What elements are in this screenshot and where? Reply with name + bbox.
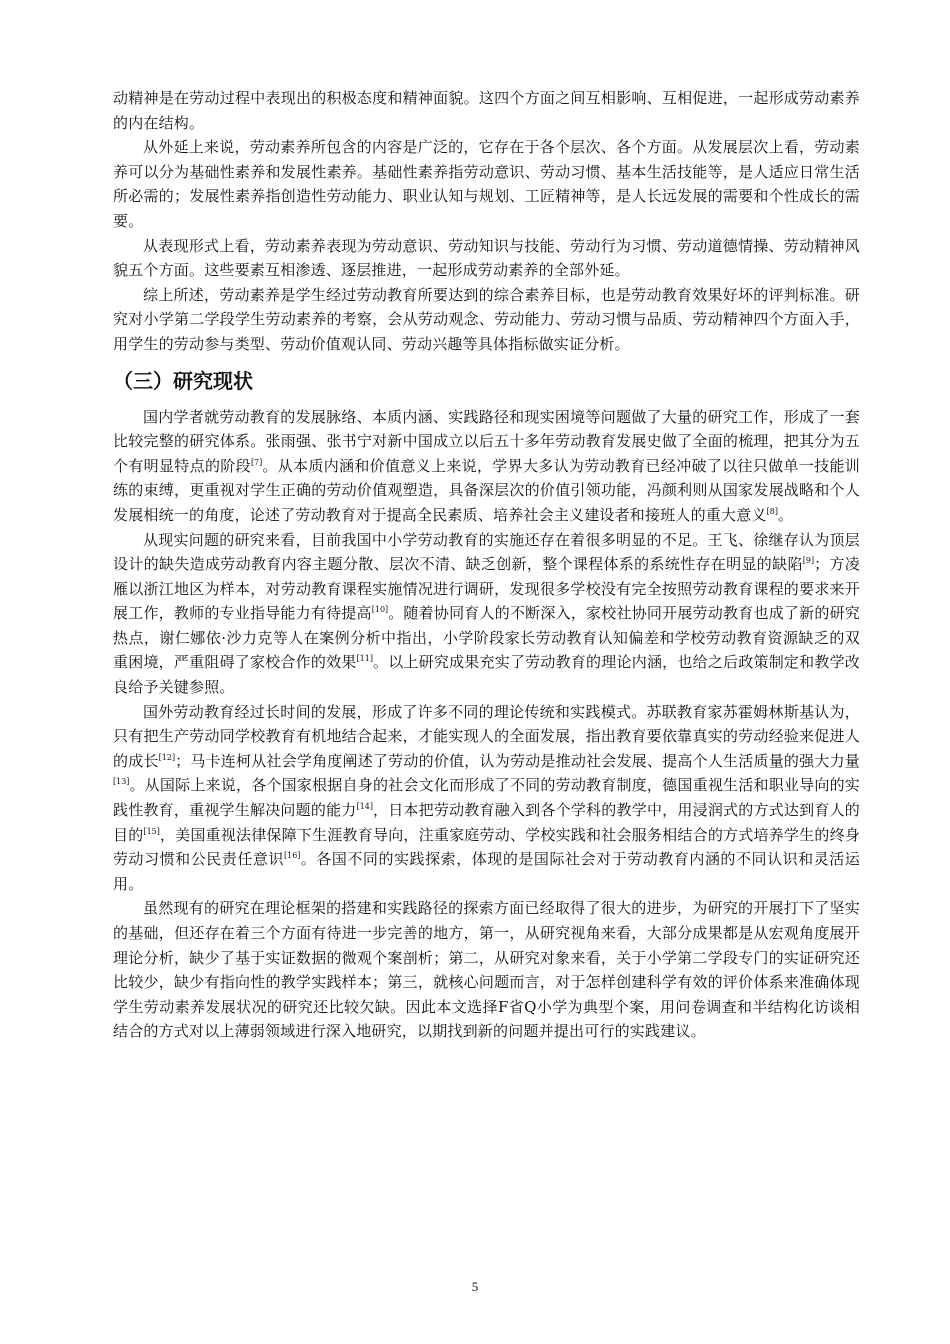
citation-ref: [13] [113,777,130,787]
citation-ref: [7] [250,457,263,467]
citation-ref: [12] [158,752,176,762]
citation-ref: [14] [356,802,373,812]
paragraph-extension: 从外延上来说，劳动素养所包含的内容是广泛的，它存在于各个层次、各个方面。从发展层次上看，劳动素养可以分为基础性素养和发展性素养。基础性素养指劳动意识、劳动习惯、基本生活技能等，是人适应日常生活所必需的；发展性素养指创造性劳动能力、职业认知与规划、工匠精神等，是人长远发展的需要和个性成长的需要。 [113,138,860,230]
paragraph-research-gaps: 虽然现有的研究在理论框架的搭建和实践路径的探索方面已经取得了很大的进步，为研究的开展打下了坚实的基础，但还存在着三个方面有待进一步完善的地方，第一，从研究视角来看，大部分成果都是从宏观角度展开理论分析，缺少了基于实证数据的微观个案剖析；第二，从研究对象来看，关于小学第二学段专门的实证研究还比较少，缺少有指向性的教学实践样本；第三，就核心问题而言，对于怎样创建科学有效的评价体系来准确体现学生劳动素养发展状况的研究还比较欠缺。因此本文选择F省Q小学为典型个案，用问卷调查和半结构化访谈相结合的方式对以上薄弱领域进行深入地研究，以期找到新的问题并提出可行的实践建议。 [113,899,860,1041]
citation-ref: [11] [356,654,373,664]
citation-ref: [8] [766,506,778,516]
paragraph-summary: 综上所述，劳动素养是学生经过劳动教育所要达到的综合素养目标，也是劳动教育效果好坏的评判标准。研究对小学第二学段学生劳动素养的考察，会从劳动观念、劳动能力、劳动习惯与品质、劳动精神四个方面入手，用学生的劳动参与类型、劳动价值观认同、劳动兴趣等具体指标做实证分析。 [113,285,860,353]
citation-ref: [16] [283,851,301,861]
section-heading: （三）研究现状 [113,368,253,393]
citation-ref: [9] [802,556,815,566]
paragraph-foreign-research: 国外劳动教育经过长时间的发展，形成了许多不同的理论传统和实践模式。苏联教育家苏霍姆林斯基认为，只有把生产劳动同学校教育有机地结合起来，才能实现人的全面发展，指出教育要依靠真实的劳动经验来促进人的成长[12]；马卡连柯从社会学角度阐述了劳动的价值，认为劳动是推动社会发展、提高个人生活质量的强大力量[13]。从国际上来说，各个国家根据自身的社会文化而形成了不同的劳动教育制度，德国重视生活和职业导向的实践性教育，重视学生解决问题的能力[14]，日本把劳动教育融入到各个学科的教学中，用浸润式的方式达到育人的目的[15]，美国重视法律保障下生涯教育导向，注重家庭劳动、学校实践和社会服务相结合的方式培养学生的终身劳动习惯和公民责任意识[16]。各国不同的实践探索，体现的是国际社会对于劳动教育内涵的不同认识和灵活运用。 [113,702,861,893]
paragraph-practical-problems: 从现实问题的研究来看，目前我国中小学劳动教育的实施还存在着很多明显的不足。王飞、徐继存认为顶层设计的缺失造成劳动教育内容主题分散、层次不清、缺乏创新，整个课程体系的系统性存在明显的缺陷[9]；方凌雁以浙江地区为样本，对劳动教育课程实施情况进行调研，发现很多学校没有完全按照劳动教育课程的要求来开展工作，教师的专业指导能力有待提高[10]。随着协同育人的不断深入，家校社协同开展劳动教育也成了新的研究热点，谢仁娜依·沙力克等人在案例分析中指出，小学阶段家长劳动教育认知偏差和学校劳动教育资源缺乏的双重困境，严重阻碍了家校合作的效果[11]。以上研究成果充实了劳动教育的理论内涵，也给之后政策制定和教学改良给予关键参照。 [113,530,861,697]
paragraph-continuation: 动精神是在劳动过程中表现出的积极态度和精神面貌。这四个方面之间互相影响、互相促进，一起形成劳动素养的内在结构。 [113,89,860,132]
citation-ref: [10] [371,605,389,615]
citation-ref: [15] [143,826,160,836]
page-number: 5 [471,1279,479,1294]
document-body [113,86,860,1044]
paragraph-domestic-research: 国内学者就劳动教育的发展脉络、本质内涵、实践路径和现实困境等问题做了大量的研究工作，形成了一套比较完整的研究体系。张雨强、张书宁对新中国成立以后五十多年劳动教育发展史做了全面的梳理，把其分为五个有明显特点的阶段[7]。从本质内涵和价值意义上来说，学界大多认为劳动教育已经冲破了以往只做单一技能训练的束缚，更重视对学生正确的劳动价值观塑造，具备深层次的价值引领功能，冯颜利则从国家发展战略和个人发展相统一的角度，论述了劳动教育对于提高全民素质、培养社会主义建设者和接班人的重大意义[8]。 [113,407,860,524]
paragraph-forms: 从表现形式上看，劳动素养表现为劳动意识、劳动知识与技能、劳动行为习惯、劳动道德情操、劳动精神风貌五个方面。这些要素互相渗透、逐层推进，一起形成劳动素养的全部外延。 [113,236,860,280]
